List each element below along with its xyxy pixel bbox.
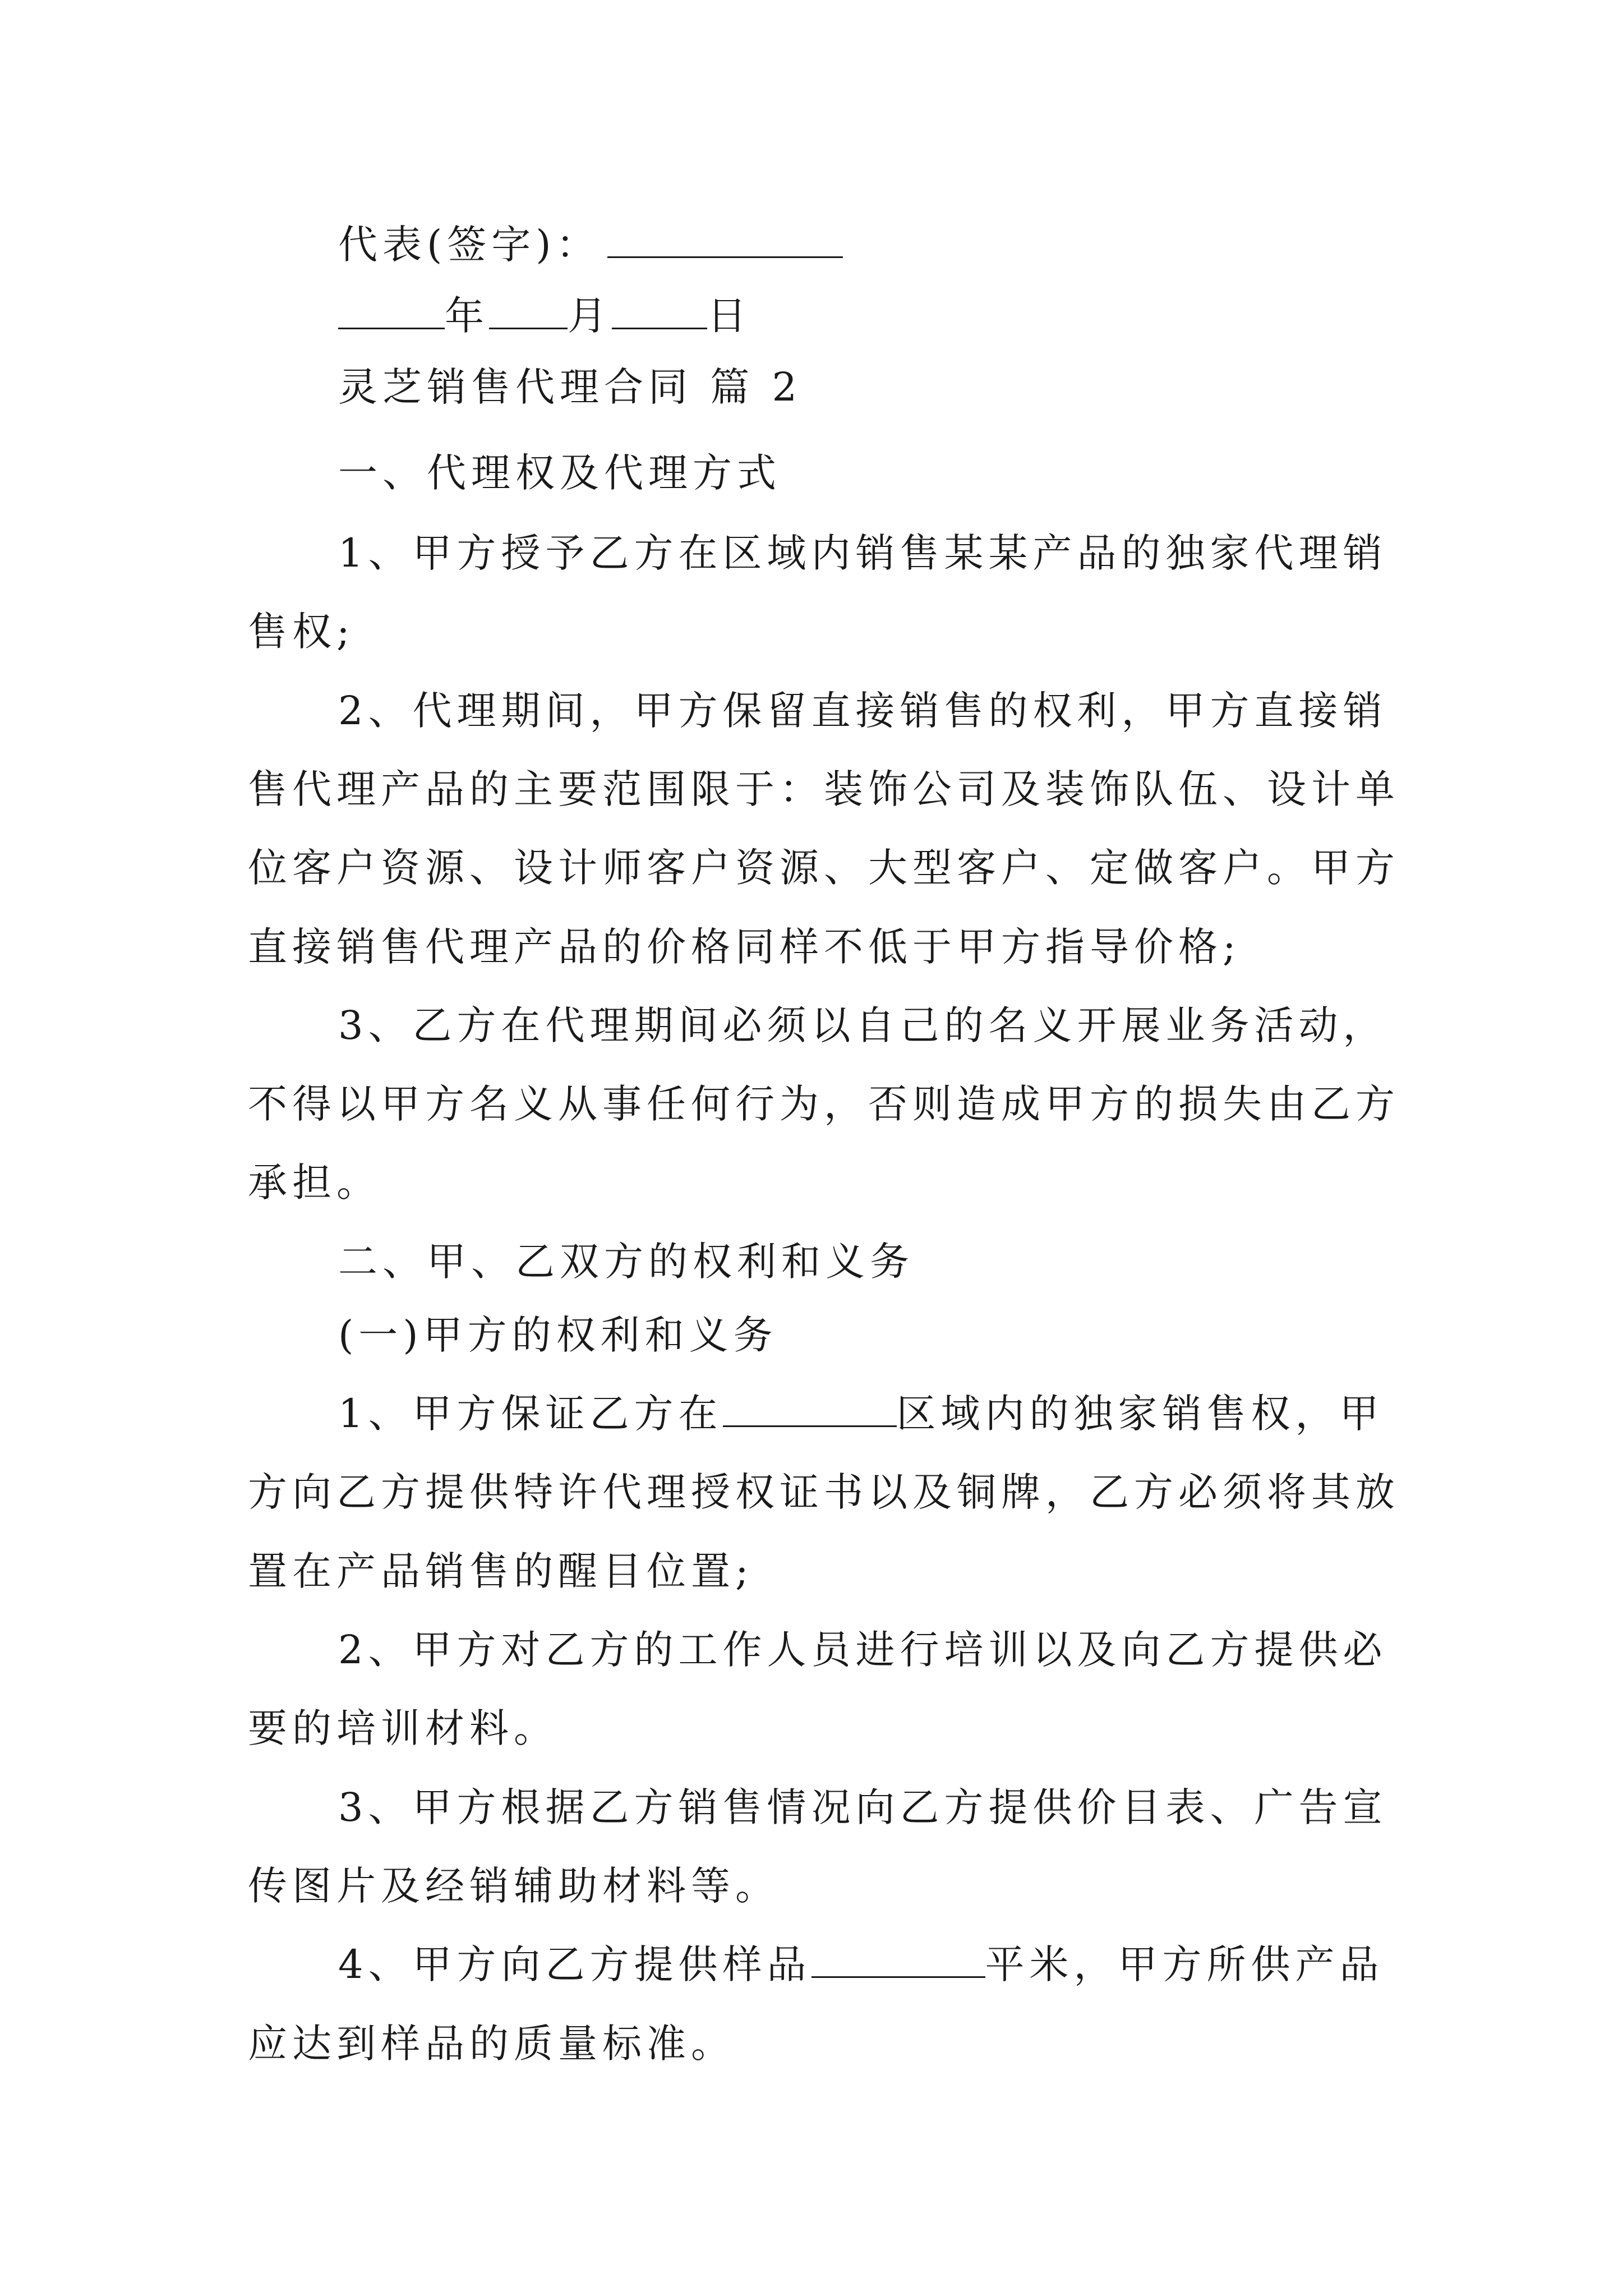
s2-item2-line1: 2、甲方对乙方的工作人员进行培训以及向乙方提供必 — [338, 1627, 1387, 1673]
s1-item2-line3: 位客户资源、设计师客户资源、大型客户、定做客户。甲方 — [248, 845, 1400, 891]
month-blank — [489, 293, 568, 329]
s1-item2-line2: 售代理产品的主要范围限于：装饰公司及装饰队伍、设计单 — [248, 766, 1400, 812]
s2-item1-pre: 1、甲方保证乙方在 — [338, 1391, 723, 1437]
s2-item1-line3: 置在产品销售的醒目位置; — [248, 1548, 754, 1594]
signature-blank — [607, 222, 843, 258]
day-label: 日 — [707, 293, 751, 339]
s2-item4-pre: 4、甲方向乙方提供样品 — [338, 1941, 811, 1987]
signature-line — [338, 217, 1381, 273]
date-line — [338, 288, 1381, 344]
s1-item3-line1: 3、乙方在代理期间必须以自己的名义开展业务活动， — [338, 1002, 1387, 1048]
section1-heading: 一、代理权及代理方式 — [338, 450, 781, 496]
signature-label: 代表(签字)： — [338, 222, 601, 268]
s2-item3-line2: 传图片及经销辅助材料等。 — [248, 1863, 780, 1909]
year-blank — [338, 293, 445, 329]
month-label: 月 — [568, 293, 612, 339]
s1-item2-line4: 直接销售代理产品的价格同样不低于甲方指导价格; — [248, 924, 1241, 970]
s2-item3-line1: 3、甲方根据乙方销售情况向乙方提供价目表、广告宣 — [338, 1784, 1387, 1830]
s1-item3-line2: 不得以甲方名义从事任何行为，否则造成甲方的损失由乙方 — [248, 1081, 1400, 1127]
s2-item4-line1 — [338, 1936, 1384, 1993]
s2-item1-line2: 方向乙方提供特许代理授权证书以及铜牌，乙方必须将其放 — [248, 1469, 1400, 1515]
s2-item4-line2: 应达到样品的质量标准。 — [248, 2021, 735, 2067]
s1-item1-line2: 售权; — [248, 609, 355, 655]
s1-item3-line3: 承担。 — [248, 1159, 381, 1205]
s1-item1-line1: 1、甲方授予乙方在区域内销售某某产品的独家代理销 — [338, 530, 1387, 576]
section2-heading: 二、甲、乙双方的权利和义务 — [338, 1239, 914, 1285]
year-label: 年 — [445, 293, 489, 339]
s2-item1-post: 区域内的独家销售权，甲 — [896, 1391, 1384, 1437]
contract-title: 灵芝销售代理合同 篇 2 — [338, 364, 803, 410]
s1-item2-line1: 2、代理期间，甲方保留直接销售的权利，甲方直接销 — [338, 688, 1387, 734]
s2-item1-line1 — [338, 1386, 1384, 1442]
s2-item4-post: 平米，甲方所供产品 — [985, 1941, 1384, 1987]
section2-subheading: (一)甲方的权利和义务 — [338, 1312, 778, 1358]
day-blank — [612, 293, 707, 329]
region-blank — [723, 1391, 897, 1427]
s2-item2-line2: 要的培训材料。 — [248, 1705, 558, 1751]
sample-quantity-blank — [811, 1941, 985, 1978]
